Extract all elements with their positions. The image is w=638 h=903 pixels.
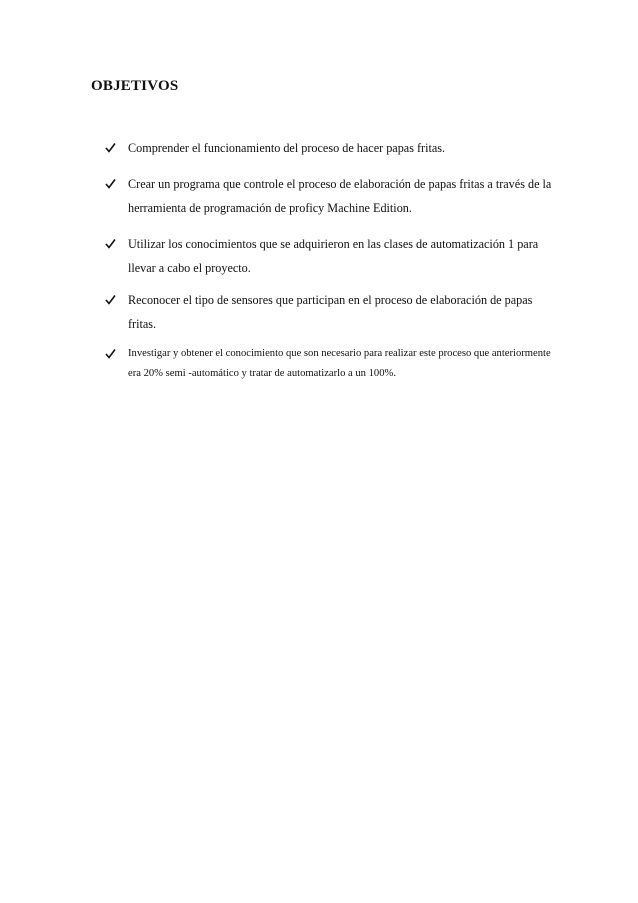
- objective-text: Comprender el funcionamiento del proceso de hacer papas fritas.: [128, 141, 446, 155]
- objective-text: Utilizar los conocimientos que se adquirieron en las clases de automatización 1 para llevar a cabo el proyecto.: [128, 237, 539, 275]
- list-item: [104, 136, 554, 160]
- objective-text: Reconocer el tipo de sensores que participan en el proceso de elaboración de papas fritas.: [128, 293, 533, 331]
- checkmark-icon: [104, 344, 118, 368]
- list-item: [104, 232, 554, 280]
- checkmark-icon: [104, 288, 118, 312]
- list-item: [104, 344, 554, 384]
- checkmark-icon: [104, 172, 118, 196]
- objective-text: Investigar y obtener el conocimiento que son necesario para realizar este proceso que anteriormente era 20% semi -automático y tratar de automatizarlo a un 100%.: [128, 348, 551, 379]
- checkmark-icon: [104, 232, 118, 256]
- checkmark-icon: [104, 136, 118, 160]
- page-title: OBJETIVOS: [91, 78, 179, 94]
- list-item: [104, 288, 554, 336]
- objective-text: Crear un programa que controle el proceso de elaboración de papas fritas a través de la herramienta de programación de proficy Machine Edition.: [128, 177, 552, 215]
- list-item: [104, 172, 554, 220]
